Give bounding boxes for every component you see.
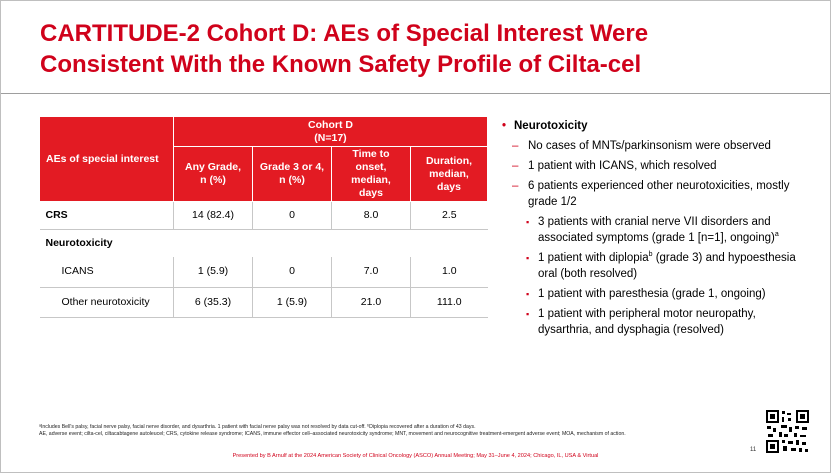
column-header-line: Any Grade, — [184, 161, 242, 173]
table-cell: 8.0 — [332, 202, 411, 230]
title-line-2: Consistent With the Known Safety Profile of Cilta-cel — [40, 51, 642, 78]
table-cell: 0 — [253, 202, 332, 230]
row-label: ICANS — [40, 257, 174, 287]
column-header-line: days — [437, 180, 461, 193]
page-title — [40, 18, 648, 80]
bullet-list — [502, 118, 802, 342]
table-cell: 21.0 — [332, 287, 411, 317]
bullet-detail — [502, 250, 802, 282]
title-bar — [1, 1, 830, 94]
table-row-crs — [40, 202, 488, 230]
column-header-line: median, — [429, 167, 469, 180]
column-header-line: Grade 3 or 4, — [259, 161, 325, 173]
row-label: Other neurotoxicity — [40, 287, 174, 317]
table-cell: 1 (5.9) — [253, 287, 332, 317]
bullet-detail: ▪ 1 patient with paresthesia (grade 1, ongoing) — [502, 286, 802, 302]
presented-by: Presented by B Arnulf at the 2024 American Society of Clinical Oncology (ASCO) Annual Meeting; May 31–June 4, 2024; Chicago, IL, USA & Virtual — [232, 453, 599, 459]
group-header-line-2: (N=17) — [314, 131, 347, 144]
bullet-heading: • Neurotoxicity — [502, 118, 802, 134]
bullet-detail: ▪ 1 patient with peripheral motor neuropathy, dysarthria, and dysphagia (resolved) — [502, 306, 802, 338]
page-number: 11 — [750, 447, 757, 453]
group-header-line-1: Cohort D — [308, 118, 353, 131]
table-cell: 14 (82.4) — [174, 202, 253, 230]
qr-code-icon — [765, 409, 810, 454]
row-label: Neurotoxicity — [45, 237, 113, 249]
column-header-line: n (%) — [200, 174, 226, 186]
table-row-icans — [40, 257, 488, 287]
column-header-any-grade — [174, 147, 253, 202]
table-cell: 6 (35.3) — [174, 287, 253, 317]
bullet-detail-text: (grade 3) and hypoesthesia oral (both resolved) — [538, 252, 796, 280]
bullet-detail — [502, 214, 802, 246]
bullet-item: – 1 patient with ICANS, which resolved — [502, 158, 802, 174]
column-header-duration — [411, 147, 488, 202]
column-header-line: median, — [351, 174, 391, 186]
column-header-line: days — [359, 187, 383, 199]
table-cell: 2.5 — [411, 202, 488, 230]
bullet-item: – 6 patients experienced other neurotoxicities, mostly grade 1/2 — [502, 178, 802, 210]
footnote-marker: a — [774, 231, 779, 239]
table-cell: 1 (5.9) — [174, 257, 253, 287]
table-cell: 1.0 — [411, 257, 488, 287]
column-header-grade-3-4 — [253, 147, 332, 202]
table-cell: 7.0 — [332, 257, 411, 287]
row-label: CRS — [40, 202, 174, 230]
table-group-header — [174, 117, 488, 147]
ae-table — [39, 116, 488, 318]
footnote-line: AE, adverse event; cilta-cel, ciltacabtagene autoleucel; CRS, cytokine release syndrome; ICANS, immune effector cell–associated neurotoxicity syndrome; MNT, movement and neurocognitive treatment-emergent adverse event; MOA, mechanism of action. — [39, 431, 626, 437]
bullet-detail-text: 3 patients with cranial nerve VII disorders and associated symptoms (grade 1 [n=1], ongoing) — [538, 216, 775, 244]
bullet-detail-text: 1 patient with diplopia — [538, 252, 649, 264]
column-header-line: Duration, — [425, 154, 473, 167]
column-header-line: n (%) — [279, 174, 305, 186]
bullet-item: – No cases of MNTs/parkinsonism were observed — [502, 138, 802, 154]
title-line-1: CARTITUDE-2 Cohort D: AEs of Special Interest Were — [40, 20, 649, 47]
footnote-marker: b — [648, 251, 653, 259]
column-header-time-to-onset — [332, 147, 411, 202]
table-cell: 111.0 — [411, 287, 488, 317]
column-header-line: Time to onset, — [352, 148, 390, 173]
table-corner-header: AEs of special interest — [40, 117, 174, 202]
table-row-neurotoxicity — [40, 230, 488, 258]
footnote-line: ᵃIncludes Bell's palsy, facial nerve palsy, facial nerve disorder, and dysarthria. 1 patient with facial nerve palsy was not resolved by data cut-off. ᵇDiplopia recovered after a duration of 43 days. — [39, 424, 476, 430]
table-row-other-neurotoxicity — [40, 287, 488, 317]
table-cell: 0 — [253, 257, 332, 287]
footnotes — [39, 424, 739, 438]
